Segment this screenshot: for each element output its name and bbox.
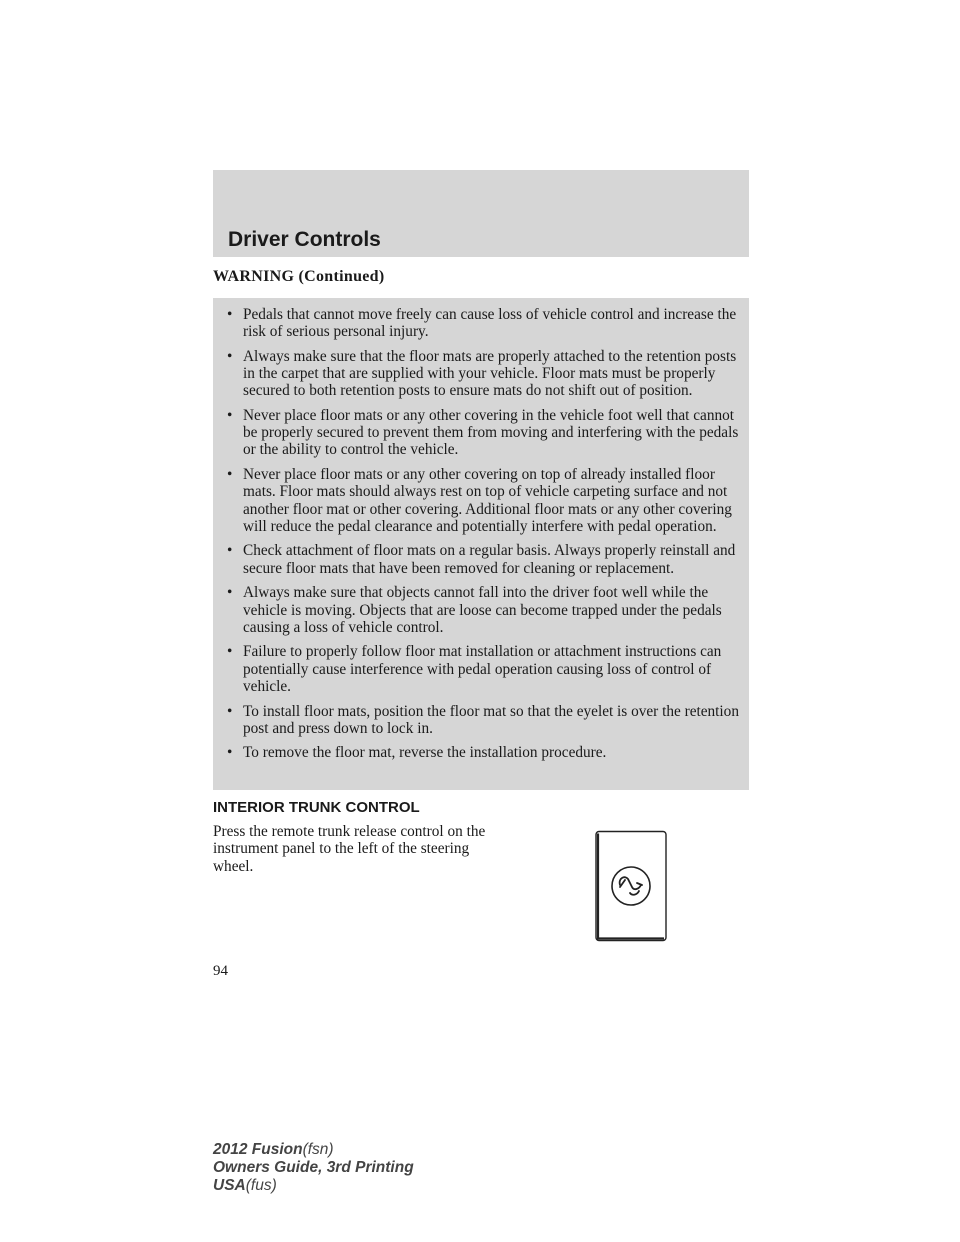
footer-line-printing — [213, 1159, 414, 1177]
footer-printing: Owners Guide, 3rd Printing — [213, 1159, 414, 1176]
footer-market: USA — [213, 1177, 246, 1194]
warning-item — [227, 542, 739, 576]
bullet: • — [227, 744, 233, 762]
footer-model-code: (fsn) — [302, 1141, 334, 1158]
warning-item-text: Always make sure that the floor mats are properly attached to the retention posts in the carpet that are supplied with your vehicle. Floor mats must be properly secured to both retention posts to ensure mats do not shift out of position. — [243, 347, 737, 400]
warning-item-text: Always make sure that objects cannot fall into the driver foot well while the vehicle is moving. Objects that are loose can become trapped under the pedals causing a loss of vehicle control. — [243, 584, 722, 636]
bullet: • — [227, 466, 233, 484]
bullet: • — [227, 643, 233, 661]
page-number: 94 — [213, 963, 228, 979]
warning-item — [227, 407, 739, 459]
warning-item-text: To install floor mats, position the floor mat so that the eyelet is over the retention post and press down to lock in. — [243, 702, 739, 737]
warning-item-text: Pedals that cannot move freely can cause loss of vehicle control and increase the risk of serious personal injury. — [243, 306, 737, 341]
trunk-body-text: Press the remote trunk release control on the instrument panel to the left of the steering wheel. — [213, 823, 486, 875]
warning-item — [227, 348, 739, 400]
bullet: • — [227, 584, 233, 602]
footer — [213, 1141, 414, 1195]
warning-item — [227, 306, 739, 340]
warning-item — [227, 744, 739, 761]
bullet: • — [227, 702, 233, 720]
footer-market-code: (fus) — [245, 1177, 277, 1194]
warning-item-text: Never place floor mats or any other covering in the vehicle foot well that cannot be properly secured to prevent them from moving and interfering with the pedals or the ability to control the vehicle. — [243, 407, 739, 459]
warning-heading: WARNING (Continued) — [213, 268, 385, 285]
footer-model: 2012 Fusion — [213, 1141, 303, 1158]
warning-item — [227, 703, 739, 737]
bullet: • — [227, 542, 233, 560]
warning-item — [227, 584, 739, 636]
warning-item — [227, 466, 739, 535]
bullet: • — [227, 407, 233, 425]
warning-item-text: Never place floor mats or any other covering on top of already installed floor mats. Floor mats should always rest on top of vehicle carpeting surface and not another floor mat or other covering. Additional floor mats or any other covering will reduce the pedal clearance and potentially interfere with pedal operation. — [243, 466, 732, 535]
footer-line-market — [213, 1177, 414, 1195]
subsection-title: INTERIOR TRUNK CONTROL — [213, 799, 420, 816]
warning-item — [227, 643, 739, 695]
bullet: • — [227, 347, 233, 365]
section-title: Driver Controls — [228, 228, 381, 251]
warning-item-text: Check attachment of floor mats on a regular basis. Always properly reinstall and secure floor mats that have been removed for cleaning or replacement. — [243, 542, 736, 577]
warning-box — [213, 298, 749, 790]
footer-line-model — [213, 1141, 414, 1159]
trunk-release-switch-icon — [594, 830, 668, 942]
bullet: • — [227, 306, 233, 323]
warning-item-text: To remove the floor mat, reverse the installation procedure. — [243, 744, 607, 762]
warning-item-text: Failure to properly follow floor mat installation or attachment instructions can potentially cause interference with pedal operation causing loss of control of vehicle. — [243, 643, 722, 695]
warning-list — [227, 306, 739, 762]
